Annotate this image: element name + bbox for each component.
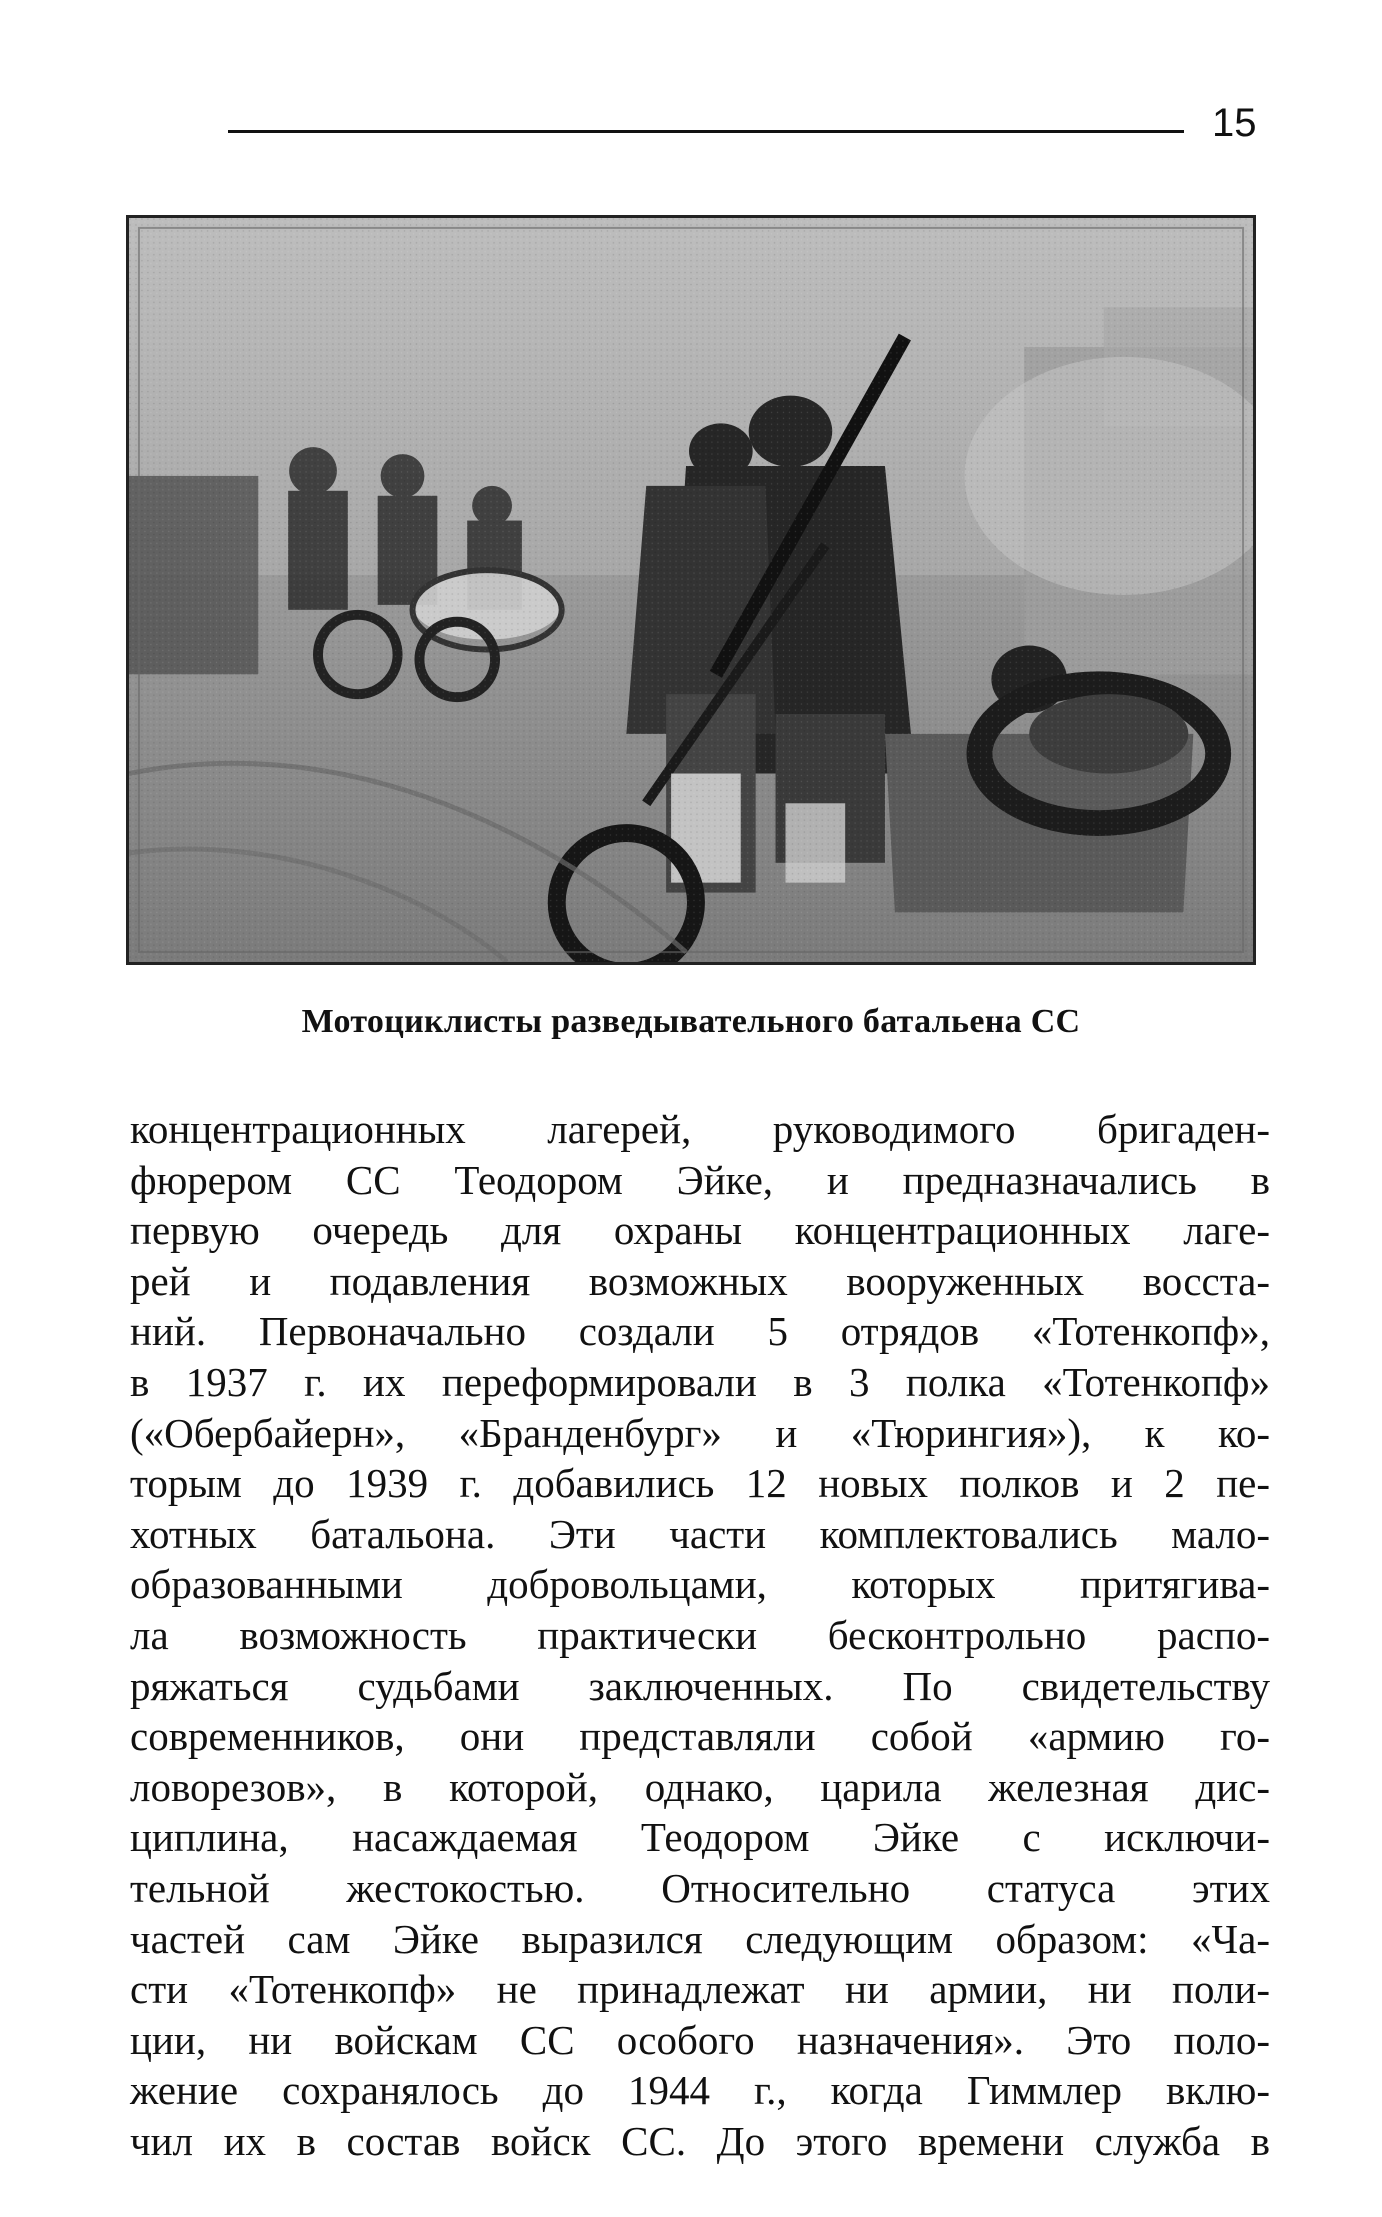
- text-line: ла возможность практически бесконтрольно распо-: [130, 1611, 1270, 1658]
- text-line: циплина, насаждаемая Теодором Эйке с исключи-: [130, 1814, 1270, 1861]
- text-line: жение сохранялось до 1944 г., когда Гиммлер вклю-: [130, 2067, 1270, 2114]
- photo-image: [129, 218, 1253, 962]
- text-line: торым до 1939 г. добавились 12 новых полков и 2 пе-: [130, 1460, 1270, 1507]
- text-line: чил их в состав войск СС. До этого времени служба в: [130, 2117, 1270, 2164]
- text-line: тельной жестокостью. Относительно статуса этих: [130, 1864, 1270, 1911]
- text-line: образованными добровольцами, которых притягива-: [130, 1561, 1270, 1608]
- text-line: хотных батальона. Эти части комплектовались мало-: [130, 1510, 1270, 1557]
- page-number: 15: [1212, 101, 1257, 145]
- text-line: рей и подавления возможных вооруженных восста-: [130, 1257, 1270, 1304]
- text-line: первую очередь для охраны концентрационных лаге-: [130, 1207, 1270, 1254]
- text-line: ний. Первоначально создали 5 отрядов «Тотенкопф»,: [130, 1308, 1270, 1355]
- text-line: концентрационных лагерей, руководимого бригаден-: [130, 1106, 1270, 1152]
- text-line: современников, они представляли собой «армию го-: [130, 1713, 1270, 1760]
- header-rule: [228, 130, 1184, 133]
- text-line: в 1937 г. их переформировали в 3 полка «Тотенкопф»: [130, 1358, 1270, 1405]
- text-line: ряжаться судьбами заключенных. По свидетельству: [130, 1662, 1270, 1709]
- body-text: [130, 1104, 1270, 2166]
- text-line: фюрером СС Теодором Эйке, и предназначались в: [130, 1156, 1270, 1203]
- photo: [126, 215, 1256, 965]
- text-line: ловорезов», в которой, однако, царила железная дис-: [130, 1763, 1270, 1810]
- text-line: частей сам Эйке выразился следующим образом: «Ча-: [130, 1915, 1270, 1962]
- text-line: («Обербайерн», «Бранденбург» и «Тюрингия»), к ко-: [130, 1409, 1270, 1456]
- text-line: ции, ни войскам СС особого назначения». Это поло-: [130, 2016, 1270, 2063]
- text-line: сти «Тотенкопф» не принадлежат ни армии, ни поли-: [130, 1966, 1270, 2013]
- figure-caption: Мотоциклисты разведывательного батальена СС: [301, 1003, 1081, 1040]
